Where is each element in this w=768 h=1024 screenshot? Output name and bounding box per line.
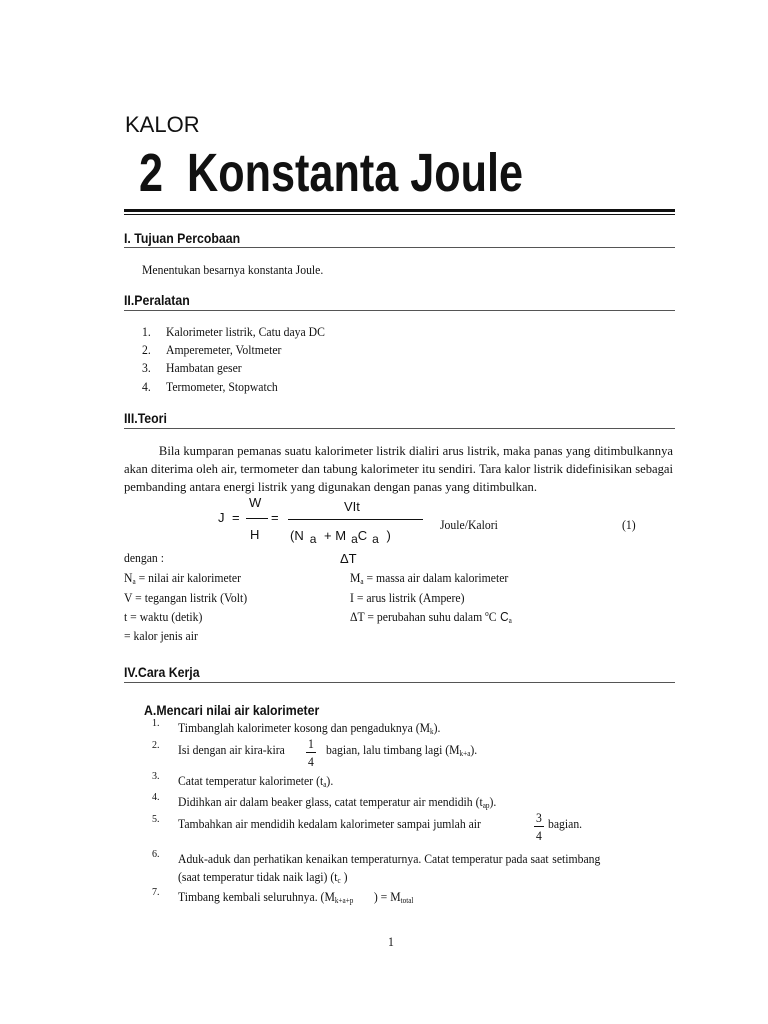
step-text — [178, 794, 496, 810]
eq-den-close: ) — [386, 528, 391, 543]
step-text-tail: setimbang — [552, 851, 601, 866]
step-text-mid: ) = M — [353, 889, 401, 904]
def-kalor-jenis: = kalor jenis air — [124, 628, 198, 643]
eq-frac1-line — [246, 518, 268, 519]
definition-text: = tegangan listrik (Volt) — [132, 590, 248, 605]
definition-text: = waktu (detik) — [127, 609, 203, 624]
teori-paragraph: Bila kumparan pemanas suatu kalorimeter listrik dialiri arus listrik, maka panas yang ditimbulkannya akan diterima oleh air, termometer dan tabung kalorimeter itu sendiri. Tara kalor listrik didefinisikan sebagai pembanding antara energi listrik yang digunakan dengan panas yang ditimbulkan. — [124, 443, 674, 494]
eq-frac2-num: VIt — [344, 499, 360, 514]
step-number: 6. — [152, 849, 160, 860]
page-number: 1 — [388, 934, 394, 949]
definition-text: = massa air dalam kalorimeter — [363, 570, 509, 585]
section-heading-cara-kerja: IV.Cara Kerja — [124, 664, 200, 680]
definition-text: = perubahan suhu dalam — [364, 609, 486, 624]
step-text-main: Aduk-aduk dan perhatikan kenaikan temperaturnya. Catat temperatur pada saat — [178, 851, 549, 866]
step-text-continued — [326, 742, 477, 758]
eq-unit: Joule/Kalori — [440, 517, 498, 532]
step-text — [178, 851, 600, 867]
eq-den-na-sub: a — [309, 532, 317, 546]
definition-symbol: t — [124, 609, 128, 624]
eq-den-plus-m: + M — [324, 528, 347, 543]
step-text-main: Isi dengan air kira-kira — [178, 742, 285, 757]
step-number: 2. — [152, 740, 160, 751]
step-text — [178, 720, 440, 736]
fraction-denominator: 4 — [536, 828, 542, 843]
definition-symbol: I — [350, 590, 354, 605]
definition-row — [350, 609, 512, 625]
eq-den-na: (N — [290, 528, 304, 543]
definition-text: = nilai air kalorimeter — [135, 570, 242, 585]
fraction-numerator: 1 — [308, 736, 314, 751]
step-number: 1. — [152, 718, 160, 729]
specific-heat-sub: a — [508, 616, 512, 625]
step-text-line2-main: (saat temperatur tidak naik lagi) (t — [178, 869, 338, 884]
subsection-letter: A. — [144, 702, 157, 718]
step-subscript: ap — [482, 801, 490, 810]
definition-symbol-sub: a — [360, 577, 364, 586]
step-subscript: a — [323, 780, 327, 789]
step-text-main: Catat temperatur kalorimeter (t — [178, 773, 324, 788]
eq-den-c: C — [357, 528, 368, 543]
fraction-numerator: 3 — [536, 810, 542, 825]
chapter-title — [139, 142, 523, 204]
section-heading-peralatan: II.Peralatan — [124, 292, 190, 308]
subsection-title: Mencari nilai air kalorimeter — [156, 702, 320, 718]
step-text-line2 — [178, 869, 348, 885]
eq-frac1-den: H — [250, 527, 260, 542]
definition-row — [124, 590, 247, 606]
step-text-after: ). — [489, 794, 497, 809]
section-heading-teori: III.Teori — [124, 410, 167, 426]
step-subscript-2: total — [400, 896, 414, 905]
step-text-main: Tambahkan air mendidih kedalam kalorimeter sampai jumlah air — [178, 816, 481, 831]
eq-equals-1: = — [232, 510, 240, 525]
step-text — [178, 773, 333, 789]
list-item-number: 1. — [142, 324, 151, 339]
title-rule-thin — [124, 214, 675, 215]
list-item-text: Termometer, Stopwatch — [166, 379, 278, 394]
subject-label: KALOR — [125, 112, 200, 137]
dengan-label: dengan : — [124, 550, 164, 565]
step-text — [178, 816, 481, 832]
section-rule — [124, 428, 675, 429]
step-text-continued-main: bagian. — [548, 816, 583, 831]
definition-row — [350, 590, 464, 606]
eq-frac1-num: W — [249, 495, 262, 510]
step-text-main: Timbang kembali seluruhnya. (M — [178, 889, 335, 904]
definition-symbol: N — [124, 570, 133, 585]
fraction-line — [534, 826, 544, 827]
celsius-degree: o — [485, 609, 489, 618]
definition-symbol: V — [124, 590, 133, 605]
step-text — [178, 742, 285, 758]
section-rule — [124, 310, 675, 311]
definition-symbol: ΔT — [350, 609, 365, 624]
section-rule — [124, 682, 675, 683]
eq-den-m-sub: a — [351, 532, 358, 546]
step-text-main: Timbanglah kalorimeter kosong dan pengaduknya (M — [178, 720, 431, 735]
eq-lhs: J — [218, 510, 225, 525]
fraction-denominator: 4 — [308, 754, 314, 769]
list-item-text: Kalorimeter listrik, Catu daya DC — [166, 324, 325, 339]
definition-row — [124, 570, 241, 586]
eq-number: (1) — [622, 517, 636, 532]
celsius-unit: C — [488, 609, 497, 624]
list-item-number: 4. — [142, 379, 151, 394]
step-text-continued-main: bagian, lalu timbang lagi (M — [326, 742, 460, 757]
tujuan-text: Menentukan besarnya konstanta Joule. — [142, 262, 324, 277]
eq-den-c-sub: a — [372, 532, 379, 546]
step-number: 5. — [152, 814, 160, 825]
specific-heat-symbol: C — [500, 609, 509, 624]
definition-row — [350, 570, 508, 586]
step-subscript: k — [430, 727, 434, 736]
step-subscript: k+a+p — [334, 896, 354, 905]
step-text-after: ). — [470, 742, 478, 757]
definition-text: = arus listrik (Ampere) — [353, 590, 465, 605]
title-rule-thick — [124, 209, 675, 212]
list-item-number: 3. — [142, 360, 151, 375]
step-text-after: ). — [433, 720, 441, 735]
chapter-title-text: Konstanta Joule — [187, 143, 524, 203]
step-text-main: Didihkan air dalam beaker glass, catat temperatur air mendidih (t — [178, 794, 483, 809]
step-text-after: ) — [340, 869, 348, 884]
chapter-number: 2 — [139, 143, 164, 203]
step-number: 7. — [152, 887, 160, 898]
eq-frac2-line — [288, 519, 423, 520]
eq-frac2-den — [290, 528, 391, 546]
fraction-line — [306, 752, 316, 753]
step-subscript: k+a — [459, 749, 471, 758]
section-heading-tujuan: I. Tujuan Percobaan — [124, 230, 241, 246]
subsection-heading-a — [144, 702, 319, 718]
definition-row — [124, 609, 202, 625]
section-rule — [124, 247, 675, 248]
list-item-text: Hambatan geser — [166, 360, 242, 375]
list-item-text: Amperemeter, Voltmeter — [166, 342, 282, 357]
list-item-number: 2. — [142, 342, 151, 357]
step-text — [178, 889, 413, 905]
step-text-after: ). — [326, 773, 334, 788]
eq-delta-t: ΔT — [340, 551, 357, 566]
eq-equals-2: = — [271, 510, 279, 525]
definition-symbol: M — [350, 570, 361, 585]
definition-symbol-sub: a — [132, 577, 136, 586]
step-subscript: c — [337, 876, 341, 885]
step-number: 4. — [152, 792, 160, 803]
step-text-continued — [548, 816, 582, 832]
step-number: 3. — [152, 771, 160, 782]
